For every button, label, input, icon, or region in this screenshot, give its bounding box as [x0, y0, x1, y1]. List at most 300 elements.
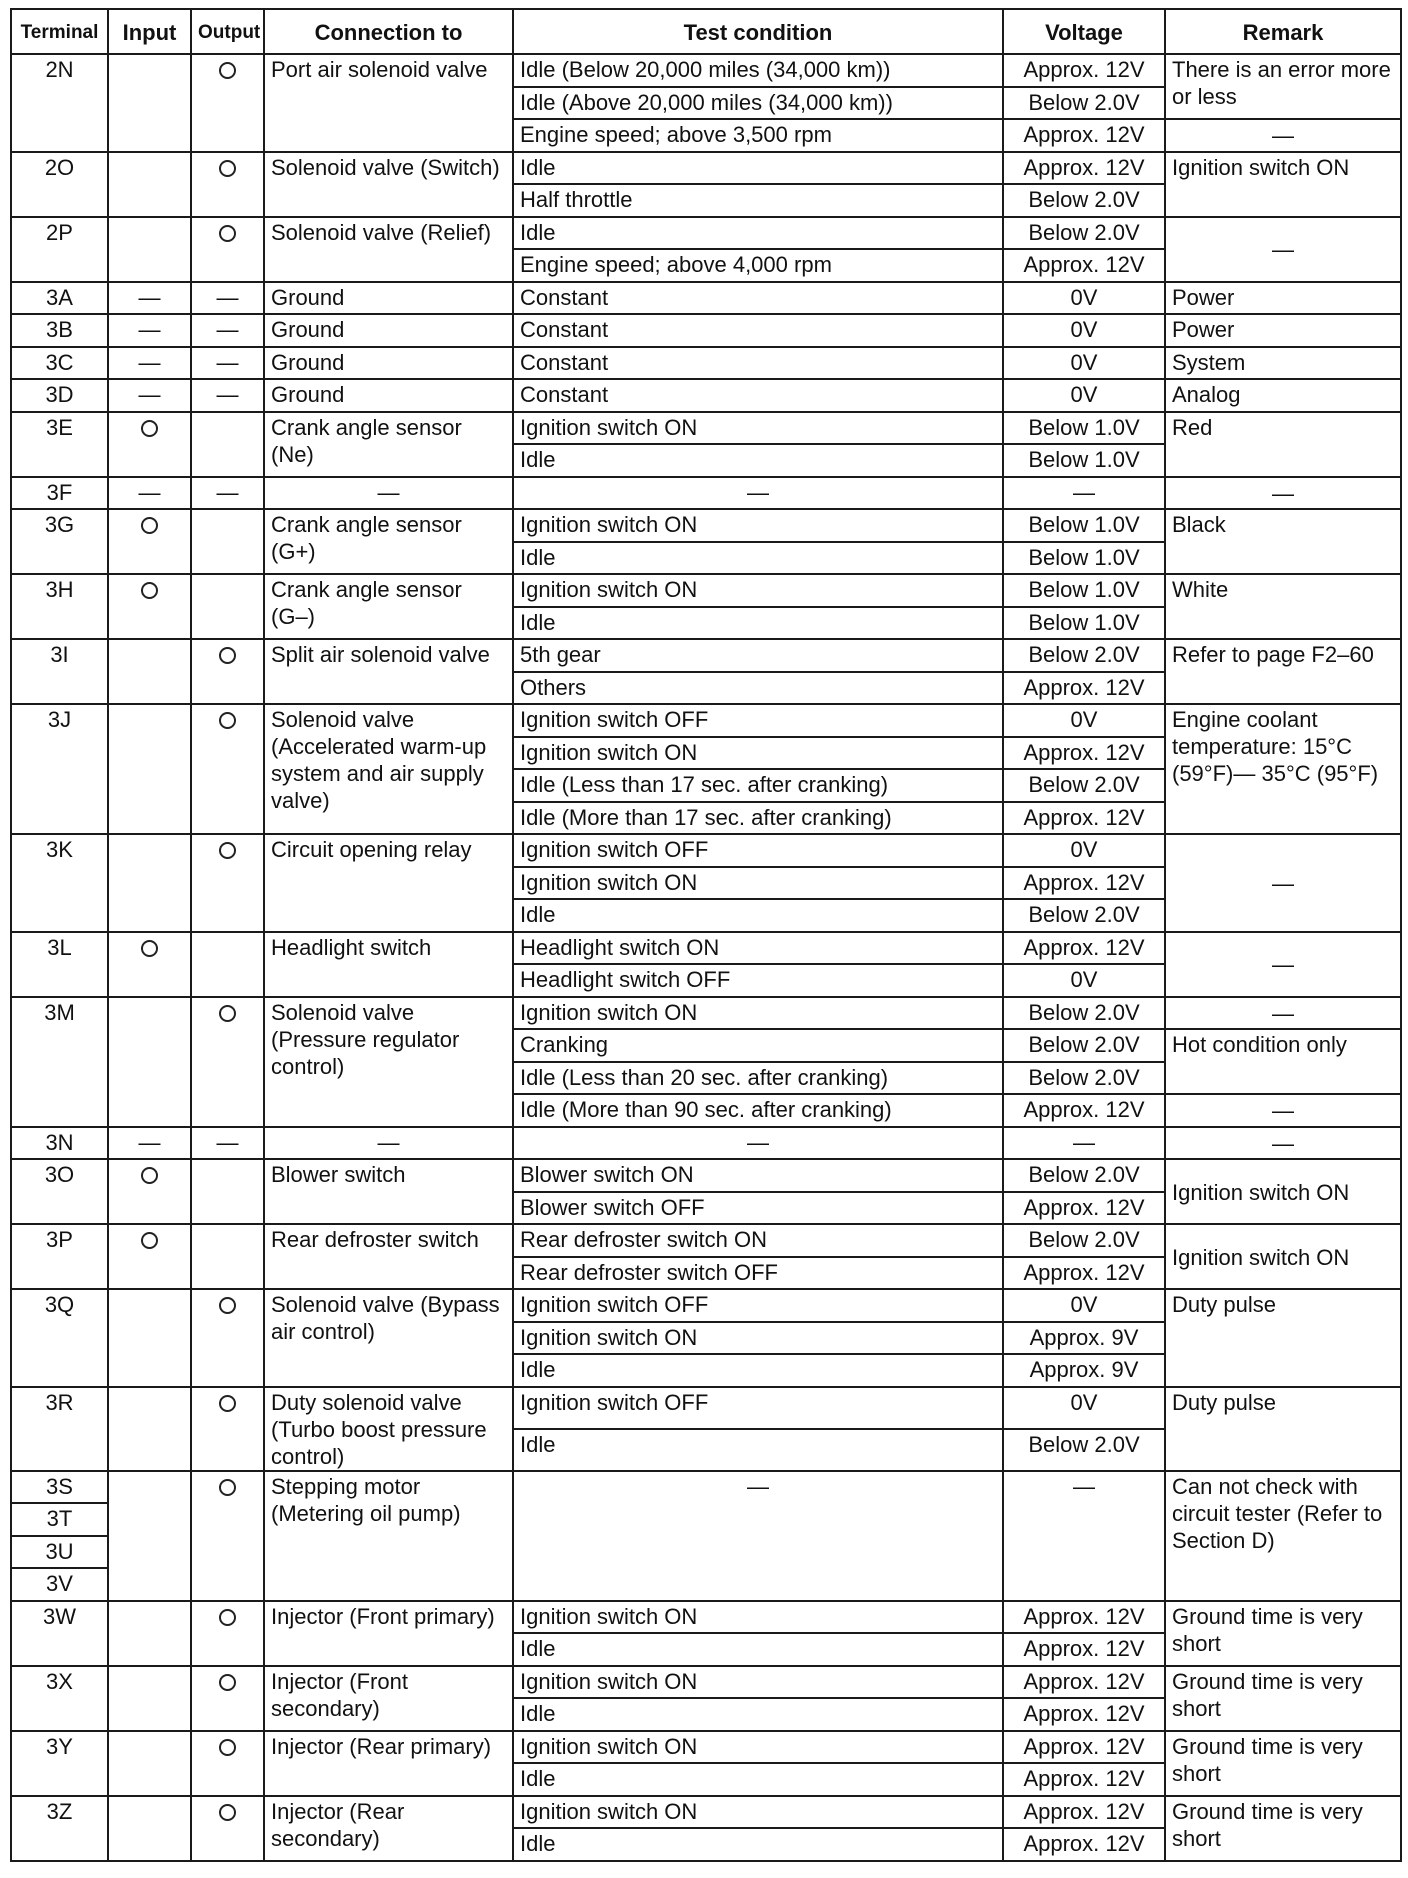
terminal-cell: 3X [11, 1666, 108, 1731]
output-cell [191, 574, 264, 639]
test-condition-cell: Constant [513, 379, 1003, 412]
terminal-cell: 3N [11, 1127, 108, 1160]
terminal-cell: 3E [11, 412, 108, 477]
table-row [11, 1601, 1401, 1634]
test-condition-cell: Idle [513, 1633, 1003, 1666]
test-condition-cell: Idle [513, 1354, 1003, 1387]
terminal-cell: 3U [11, 1536, 108, 1569]
terminal-cell: 2P [11, 217, 108, 282]
test-condition-cell: Idle (Less than 17 sec. after cranking) [513, 769, 1003, 802]
remark-cell: Ignition switch ON [1165, 152, 1401, 217]
test-condition-cell: Ignition switch ON [513, 1666, 1003, 1699]
connection-cell: Crank angle sensor (Ne) [264, 412, 513, 477]
connection-cell: Solenoid valve (Bypass air control) [264, 1289, 513, 1387]
voltage-cell: — [1003, 1471, 1165, 1601]
voltage-cell: Approx. 12V [1003, 54, 1165, 87]
remark-cell: Refer to page F2–60 [1165, 639, 1401, 704]
circle-mark-icon [219, 1395, 236, 1412]
terminal-cell: 3O [11, 1159, 108, 1224]
output-cell [191, 1601, 264, 1666]
connection-cell: Injector (Rear secondary) [264, 1796, 513, 1861]
circle-mark-icon [219, 1739, 236, 1756]
table-row [11, 1224, 1401, 1257]
voltage-cell: Approx. 9V [1003, 1354, 1165, 1387]
remark-cell: Ground time is very short [1165, 1666, 1401, 1731]
remark-cell: — [1165, 834, 1401, 932]
voltage-cell: Below 2.0V [1003, 1429, 1165, 1471]
connection-cell: Injector (Front primary) [264, 1601, 513, 1666]
input-cell [108, 1224, 191, 1289]
voltage-cell: Approx. 9V [1003, 1322, 1165, 1355]
input-cell [108, 1601, 191, 1666]
output-dash: — [216, 317, 239, 342]
test-condition-cell: Blower switch OFF [513, 1192, 1003, 1225]
input-cell [108, 54, 191, 152]
output-dash: — [216, 284, 239, 310]
output-cell [191, 1731, 264, 1796]
input-cell [108, 1127, 191, 1160]
terminal-cell: 3Q [11, 1289, 108, 1387]
table-row [11, 574, 1401, 607]
voltage-cell: Approx. 12V [1003, 1257, 1165, 1290]
input-cell [108, 477, 191, 510]
connection-cell: Ground [264, 282, 513, 315]
output-cell [191, 314, 264, 347]
connection-cell: Duty solenoid valve (Turbo boost pressure control) [264, 1387, 513, 1471]
test-condition-cell: Ignition switch ON [513, 574, 1003, 607]
remark-cell: Black [1165, 509, 1401, 574]
input-cell [108, 412, 191, 477]
voltage-cell: — [1003, 477, 1165, 510]
remark-cell: Hot condition only [1165, 1029, 1401, 1094]
table-row [11, 217, 1401, 250]
voltage-cell: Below 1.0V [1003, 444, 1165, 477]
remark-cell: Ground time is very short [1165, 1731, 1401, 1796]
voltage-cell: Below 2.0V [1003, 639, 1165, 672]
output-cell [191, 379, 264, 412]
terminal-cell: 3R [11, 1387, 108, 1471]
circle-mark-icon [141, 940, 158, 957]
voltage-cell: 0V [1003, 704, 1165, 737]
remark-cell: Analog [1165, 379, 1401, 412]
connection-cell: Ground [264, 347, 513, 380]
connection-cell: Ground [264, 314, 513, 347]
header-row [11, 9, 1401, 54]
table-row [11, 704, 1401, 737]
test-condition-cell: Ignition switch OFF [513, 834, 1003, 867]
test-condition-cell: Idle (More than 90 sec. after cranking) [513, 1094, 1003, 1127]
voltage-cell: 0V [1003, 1289, 1165, 1322]
voltage-cell: Approx. 12V [1003, 737, 1165, 770]
voltage-cell: Approx. 12V [1003, 1828, 1165, 1861]
terminal-cell: 3K [11, 834, 108, 932]
terminal-cell: 3D [11, 379, 108, 412]
input-cell [108, 1159, 191, 1224]
output-cell [191, 1796, 264, 1861]
header-voltage: Voltage [1003, 9, 1165, 54]
test-condition-cell: Constant [513, 282, 1003, 315]
connection-cell: Crank angle sensor (G+) [264, 509, 513, 574]
test-condition-cell: Half throttle [513, 184, 1003, 217]
remark-cell: — [1165, 119, 1401, 152]
header-output: Output [191, 9, 264, 54]
voltage-cell: Below 2.0V [1003, 184, 1165, 217]
test-condition-cell: Idle (Above 20,000 miles (34,000 km)) [513, 87, 1003, 120]
voltage-cell: Below 2.0V [1003, 997, 1165, 1030]
output-cell [191, 1387, 264, 1471]
voltage-cell: Below 2.0V [1003, 217, 1165, 250]
remark-cell: Duty pulse [1165, 1289, 1401, 1387]
table-row [11, 152, 1401, 185]
remark-cell: Ignition switch ON [1165, 1159, 1401, 1224]
output-cell [191, 152, 264, 217]
terminal-cell: 3W [11, 1601, 108, 1666]
test-condition-cell: 5th gear [513, 639, 1003, 672]
terminal-cell: 3Y [11, 1731, 108, 1796]
input-cell [108, 1731, 191, 1796]
input-cell [108, 1289, 191, 1387]
terminal-cell: 3S [11, 1471, 108, 1504]
circle-mark-icon [219, 160, 236, 177]
test-condition-cell: Blower switch ON [513, 1159, 1003, 1192]
voltage-cell: 0V [1003, 834, 1165, 867]
test-condition-cell: Idle [513, 1763, 1003, 1796]
terminal-cell: 3M [11, 997, 108, 1127]
input-cell [108, 347, 191, 380]
test-condition-cell: Idle (More than 17 sec. after cranking) [513, 802, 1003, 835]
test-condition-cell: Ignition switch ON [513, 1601, 1003, 1634]
voltage-cell: Approx. 12V [1003, 1094, 1165, 1127]
voltage-cell: Below 2.0V [1003, 1224, 1165, 1257]
output-cell [191, 54, 264, 152]
input-cell [108, 834, 191, 932]
connection-cell: Injector (Front secondary) [264, 1666, 513, 1731]
voltage-cell: 0V [1003, 347, 1165, 380]
terminal-cell: 3A [11, 282, 108, 315]
output-cell [191, 477, 264, 510]
table-row [11, 1471, 1401, 1504]
table-row [11, 1127, 1401, 1160]
input-cell [108, 639, 191, 704]
output-cell [191, 509, 264, 574]
circle-mark-icon [219, 842, 236, 859]
table-body [11, 54, 1401, 1861]
test-condition-cell: Ignition switch ON [513, 509, 1003, 542]
output-cell [191, 282, 264, 315]
input-cell [108, 1471, 191, 1601]
remark-cell: Power [1165, 282, 1401, 315]
circle-mark-icon [219, 1005, 236, 1022]
remark-cell: — [1165, 932, 1401, 997]
test-condition-cell: Ignition switch ON [513, 737, 1003, 770]
test-condition-cell: Ignition switch ON [513, 412, 1003, 445]
circle-mark-icon [219, 647, 236, 664]
table-row [11, 997, 1401, 1030]
voltage-cell: Approx. 12V [1003, 1763, 1165, 1796]
test-condition-cell: Constant [513, 314, 1003, 347]
test-condition-cell: Ignition switch ON [513, 997, 1003, 1030]
connection-cell: Stepping motor (Metering oil pump) [264, 1471, 513, 1601]
connection-cell: Injector (Rear primary) [264, 1731, 513, 1796]
remark-cell: Engine coolant temperature: 15°C (59°F)— 35°C (95°F) [1165, 704, 1401, 834]
connection-cell: Split air solenoid valve [264, 639, 513, 704]
table-row [11, 314, 1401, 347]
voltage-cell: — [1003, 1127, 1165, 1160]
test-condition-cell: Idle [513, 1828, 1003, 1861]
terminal-spec-table [10, 8, 1402, 1862]
voltage-cell: Approx. 12V [1003, 1633, 1165, 1666]
output-cell [191, 639, 264, 704]
voltage-cell: Approx. 12V [1003, 802, 1165, 835]
voltage-cell: Approx. 12V [1003, 119, 1165, 152]
connection-cell: — [264, 1127, 513, 1160]
output-cell [191, 1127, 264, 1160]
circle-mark-icon [219, 712, 236, 729]
voltage-cell: 0V [1003, 1387, 1165, 1429]
voltage-cell: Approx. 12V [1003, 1601, 1165, 1634]
test-condition-cell: — [513, 1127, 1003, 1160]
table-row [11, 932, 1401, 965]
test-condition-cell: Ignition switch ON [513, 1322, 1003, 1355]
remark-cell: — [1165, 477, 1401, 510]
voltage-cell: 0V [1003, 314, 1165, 347]
voltage-cell: Approx. 12V [1003, 1731, 1165, 1764]
test-condition-cell: Ignition switch OFF [513, 704, 1003, 737]
table-row [11, 54, 1401, 87]
output-cell [191, 1289, 264, 1387]
output-cell [191, 997, 264, 1127]
test-condition-cell: Cranking [513, 1029, 1003, 1062]
test-condition-cell: Idle [513, 542, 1003, 575]
terminal-cell: 3I [11, 639, 108, 704]
table-row [11, 1159, 1401, 1192]
test-condition-cell: Idle [513, 899, 1003, 932]
circle-mark-icon [219, 1297, 236, 1314]
output-cell [191, 1224, 264, 1289]
voltage-cell: 0V [1003, 964, 1165, 997]
circle-mark-icon [219, 1479, 236, 1496]
remark-cell: White [1165, 574, 1401, 639]
connection-cell: Port air solenoid valve [264, 54, 513, 152]
input-cell [108, 217, 191, 282]
voltage-cell: Below 1.0V [1003, 574, 1165, 607]
circle-mark-icon [141, 1232, 158, 1249]
remark-cell: — [1165, 1127, 1401, 1160]
voltage-cell: Approx. 12V [1003, 867, 1165, 900]
terminal-cell: 2O [11, 152, 108, 217]
input-dash: — [138, 1129, 161, 1155]
table-row [11, 639, 1401, 672]
remark-cell: Duty pulse [1165, 1387, 1401, 1471]
header-input: Input [108, 9, 191, 54]
circle-mark-icon [219, 1804, 236, 1821]
test-condition-cell: Rear defroster switch ON [513, 1224, 1003, 1257]
test-condition-cell: Idle [513, 217, 1003, 250]
input-cell [108, 152, 191, 217]
output-dash: — [216, 1129, 239, 1155]
voltage-cell: Below 2.0V [1003, 1062, 1165, 1095]
output-cell [191, 347, 264, 380]
voltage-cell: Approx. 12V [1003, 672, 1165, 705]
terminal-cell: 3F [11, 477, 108, 510]
test-condition-cell: Idle [513, 444, 1003, 477]
circle-mark-icon [141, 1167, 158, 1184]
remark-cell: Ground time is very short [1165, 1796, 1401, 1861]
header-test-condition: Test condition [513, 9, 1003, 54]
voltage-cell: 0V [1003, 379, 1165, 412]
remark-cell: There is an error more or less [1165, 54, 1401, 119]
terminal-cell: 3J [11, 704, 108, 834]
voltage-cell: Approx. 12V [1003, 249, 1165, 282]
table-row [11, 379, 1401, 412]
remark-cell: Can not check with circuit tester (Refer to Section D) [1165, 1471, 1401, 1601]
table-row [11, 1666, 1401, 1699]
connection-cell: Solenoid valve (Pressure regulator control) [264, 997, 513, 1127]
voltage-cell: Approx. 12V [1003, 932, 1165, 965]
test-condition-cell: Idle (Below 20,000 miles (34,000 km)) [513, 54, 1003, 87]
connection-cell: Solenoid valve (Accelerated warm-up system and air supply valve) [264, 704, 513, 834]
terminal-cell: 3H [11, 574, 108, 639]
circle-mark-icon [219, 225, 236, 242]
output-cell [191, 412, 264, 477]
voltage-cell: Approx. 12V [1003, 1698, 1165, 1731]
remark-cell: — [1165, 217, 1401, 282]
input-cell [108, 704, 191, 834]
remark-cell: Ground time is very short [1165, 1601, 1401, 1666]
voltage-cell: Below 1.0V [1003, 607, 1165, 640]
output-dash: — [216, 479, 239, 505]
output-cell [191, 704, 264, 834]
input-dash: — [138, 284, 161, 310]
connection-cell: Crank angle sensor (G–) [264, 574, 513, 639]
input-cell [108, 1387, 191, 1471]
connection-cell: Rear defroster switch [264, 1224, 513, 1289]
test-condition-cell: Ignition switch OFF [513, 1387, 1003, 1429]
circle-mark-icon [141, 582, 158, 599]
header-connection: Connection to [264, 9, 513, 54]
output-cell [191, 1666, 264, 1731]
output-cell [191, 834, 264, 932]
terminal-cell: 3Z [11, 1796, 108, 1861]
table-row [11, 834, 1401, 867]
header-remark: Remark [1165, 9, 1401, 54]
input-cell [108, 314, 191, 347]
input-cell [108, 379, 191, 412]
test-condition-cell: — [513, 1471, 1003, 1601]
connection-cell: Solenoid valve (Switch) [264, 152, 513, 217]
output-dash: — [216, 382, 239, 407]
voltage-cell: Approx. 12V [1003, 1796, 1165, 1829]
voltage-cell: Approx. 12V [1003, 1192, 1165, 1225]
connection-cell: Solenoid valve (Relief) [264, 217, 513, 282]
table-row [11, 1796, 1401, 1829]
header-terminal: Terminal [11, 9, 108, 54]
voltage-cell: Below 2.0V [1003, 769, 1165, 802]
terminal-cell: 3C [11, 347, 108, 380]
test-condition-cell: Engine speed; above 3,500 rpm [513, 119, 1003, 152]
circle-mark-icon [219, 1609, 236, 1626]
test-condition-cell: Headlight switch OFF [513, 964, 1003, 997]
test-condition-cell: Idle [513, 1429, 1003, 1471]
table-row [11, 282, 1401, 315]
table-row [11, 477, 1401, 510]
table-row [11, 412, 1401, 445]
terminal-cell: 3B [11, 314, 108, 347]
voltage-cell: Below 2.0V [1003, 899, 1165, 932]
table-row [11, 1731, 1401, 1764]
test-condition-cell: Ignition switch ON [513, 867, 1003, 900]
terminal-cell: 3P [11, 1224, 108, 1289]
connection-cell: Circuit opening relay [264, 834, 513, 932]
table-row [11, 1289, 1401, 1322]
test-condition-cell: Idle [513, 607, 1003, 640]
input-cell [108, 282, 191, 315]
input-dash: — [138, 317, 161, 342]
voltage-cell: 0V [1003, 282, 1165, 315]
voltage-cell: Below 2.0V [1003, 1159, 1165, 1192]
test-condition-cell: — [513, 477, 1003, 510]
table-row [11, 1387, 1401, 1429]
voltage-cell: Below 1.0V [1003, 542, 1165, 575]
voltage-cell: Below 1.0V [1003, 412, 1165, 445]
output-cell [191, 1159, 264, 1224]
table-row [11, 347, 1401, 380]
output-cell [191, 217, 264, 282]
test-condition-cell: Headlight switch ON [513, 932, 1003, 965]
connection-cell: Blower switch [264, 1159, 513, 1224]
connection-cell: Ground [264, 379, 513, 412]
terminal-cell: 3V [11, 1568, 108, 1601]
connection-cell: — [264, 477, 513, 510]
circle-mark-icon [141, 517, 158, 534]
terminal-cell: 3T [11, 1503, 108, 1536]
input-dash: — [138, 479, 161, 505]
voltage-cell: Below 2.0V [1003, 1029, 1165, 1062]
test-condition-cell: Others [513, 672, 1003, 705]
output-dash: — [216, 349, 239, 375]
voltage-cell: Approx. 12V [1003, 1666, 1165, 1699]
test-condition-cell: Ignition switch ON [513, 1796, 1003, 1829]
circle-mark-icon [219, 1674, 236, 1691]
test-condition-cell: Constant [513, 347, 1003, 380]
input-cell [108, 574, 191, 639]
test-condition-cell: Engine speed; above 4,000 rpm [513, 249, 1003, 282]
remark-cell: Ignition switch ON [1165, 1224, 1401, 1289]
voltage-cell: Below 1.0V [1003, 509, 1165, 542]
test-condition-cell: Idle [513, 152, 1003, 185]
terminal-cell: 3L [11, 932, 108, 997]
input-cell [108, 932, 191, 997]
test-condition-cell: Ignition switch OFF [513, 1289, 1003, 1322]
input-dash: — [138, 349, 161, 375]
input-cell [108, 997, 191, 1127]
test-condition-cell: Ignition switch ON [513, 1731, 1003, 1764]
test-condition-cell: Idle [513, 1698, 1003, 1731]
remark-cell: — [1165, 997, 1401, 1030]
terminal-cell: 3G [11, 509, 108, 574]
voltage-cell: Approx. 12V [1003, 152, 1165, 185]
remark-cell: — [1165, 1094, 1401, 1127]
remark-cell: System [1165, 347, 1401, 380]
output-cell [191, 932, 264, 997]
remark-cell: Power [1165, 314, 1401, 347]
input-cell [108, 1796, 191, 1861]
input-cell [108, 509, 191, 574]
input-cell [108, 1666, 191, 1731]
test-condition-cell: Idle (Less than 20 sec. after cranking) [513, 1062, 1003, 1095]
circle-mark-icon [219, 62, 236, 79]
voltage-cell: Below 2.0V [1003, 87, 1165, 120]
